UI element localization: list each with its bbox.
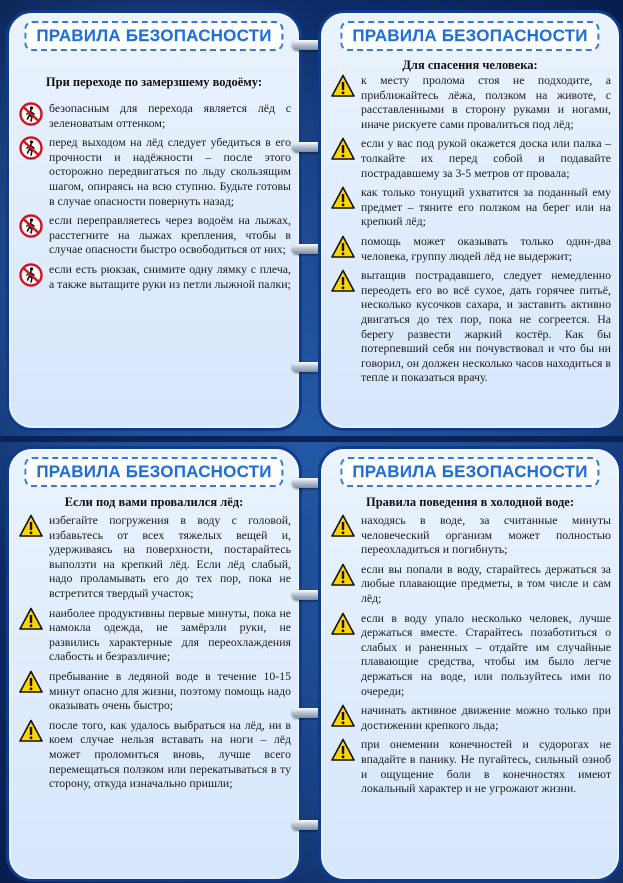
warning-icon <box>331 137 355 161</box>
rule-item <box>17 718 291 791</box>
panel-fell-through-ice <box>6 446 302 882</box>
rule-list <box>17 513 291 796</box>
warning-icon <box>331 704 355 728</box>
panel-subtitle: При переходе по замерзшему водоёму: <box>45 75 263 89</box>
rule-item <box>329 136 611 180</box>
rule-text: если есть рюкзак, снимите одну лямку с плеча, а также вытащите руки из петли лыжной палки; <box>49 261 291 291</box>
warning-icon <box>331 269 355 293</box>
panel-title: ПРАВИЛА БЕЗОПАСНОСТИ <box>340 21 599 51</box>
rule-item <box>17 606 291 664</box>
panel-rescue <box>318 10 622 431</box>
rule-text: при онемении конечностей и судорогах не впадайте в панику. Не пугайтесь, сильный озноб и ощущение боли в конечностях имеют локальный характер и не угрожают жизни. <box>361 737 611 796</box>
warning-icon <box>19 670 43 694</box>
rule-text: перед выходом на лёд следует убедиться в его прочности и надёжности – после этого осторожно передвигаться по льду скользящим шагом, опираясь на всю ступню. Будьте готовы в случае опасности повернуть назад; <box>49 135 291 208</box>
rule-item <box>17 262 291 291</box>
rule-text: находясь в воде, за считанные минуты человеческий организм может полностью переохладиться и погибнуть; <box>361 513 611 557</box>
rule-text: как только тонущий ухватится за поданный ему предмет – тяните его ползком на берег или на крепкий лёд; <box>361 185 611 229</box>
rule-item <box>17 669 291 713</box>
rule-item <box>329 73 611 131</box>
bottom-spread <box>0 440 623 883</box>
rule-item <box>329 737 611 795</box>
rule-item <box>17 135 291 208</box>
no-walking-icon <box>19 263 43 287</box>
rule-text: после того, как удалось выбраться на лёд, ни в коем случае нельзя вставать на ноги – лёд может проломиться вновь, лучше всего перемещаться ползком или перекатываться в ту сторону, откуда изначально пришли; <box>49 717 291 791</box>
rule-item <box>329 185 611 229</box>
rule-item <box>329 268 611 385</box>
warning-icon <box>331 74 355 98</box>
rule-item <box>17 513 291 601</box>
warning-icon <box>19 719 43 743</box>
rule-item <box>329 234 611 263</box>
rule-text: если в воду упало несколько человек, лучше держаться вместе. Старайтесь позаботиться о слабых и раненных – отдайте им случайные плавающие средства, чтобы им было легче держаться на воде, или пользуйтесь ими по очереди; <box>361 610 611 698</box>
warning-icon <box>331 738 355 762</box>
no-walking-icon <box>19 136 43 160</box>
warning-icon <box>331 563 355 587</box>
rule-text: к месту пролома стоя не подходите, а приближайтесь лёжа, ползком на животе, с расставленными в сторону руками и ногами, иначе рискуете сами провалиться под лёд; <box>361 73 611 131</box>
rule-item <box>17 213 291 257</box>
panel-title: ПРАВИЛА БЕЗОПАСНОСТИ <box>24 21 283 51</box>
no-walking-icon <box>19 102 43 126</box>
rule-item <box>329 703 611 732</box>
warning-icon <box>331 514 355 538</box>
rule-item <box>329 513 611 557</box>
rule-text: вытащив пострадавшего, следует немедленно переодеть его во всё сухое, дать горячее питьё, несколько кусочков сахара, и заставить активно двигаться до тех пор, пока не согреется. На берегу развести жаркий костёр. Как бы потерпевший себя ни почувствовал и что бы ни говорил, он должен несколько часов находиться в тепле и показаться врачу. <box>361 268 611 385</box>
no-walking-icon <box>19 214 43 238</box>
rule-list <box>17 101 291 296</box>
rule-text: если вы попали в воду, старайтесь держаться за любые плавающие предметы, в том числе и сам лёд; <box>361 561 611 605</box>
panel-cold-water <box>318 446 622 882</box>
rule-item <box>329 611 611 699</box>
panel-subtitle: Если под вами провалился лёд: <box>64 495 244 509</box>
rule-item <box>17 101 291 130</box>
rule-text: если у вас под рукой окажется доска или палка – толкайте их перед собой и подавайте пострадавшему за 3-5 метров от провала; <box>361 136 611 180</box>
rule-text: помощь может оказывать только один-два человека, группу людей лёд не выдержит; <box>361 233 611 263</box>
rule-text: наиболее продуктивны первые минуты, пока не намокла одежда, не замёрзли руки, не развились характерные для переохлаждения слабость и безразличие; <box>49 605 291 664</box>
panel-subtitle: Правила поведения в холодной воде: <box>365 495 575 509</box>
rule-list <box>329 73 611 390</box>
top-spread <box>0 0 623 438</box>
rule-list <box>329 513 611 801</box>
panel-title: ПРАВИЛА БЕЗОПАСНОСТИ <box>24 457 283 487</box>
warning-icon <box>331 186 355 210</box>
rule-text: пребывание в ледяной воде в течение 10-15 минут опасно для жизни, поэтому помощь надо оказывать очень быстро; <box>49 668 291 713</box>
rule-text: начинать активное движение можно только при достижении крепкого льда; <box>361 703 611 732</box>
rule-text: если переправляетесь через водоём на лыжах, расстегните на лыжах крепления, чтобы в случае опасности быстро освободиться от них; <box>49 213 291 257</box>
rule-text: безопасным для перехода является лёд с зеленоватым оттенком; <box>49 101 291 130</box>
warning-icon <box>19 607 43 631</box>
warning-icon <box>331 235 355 259</box>
panel-title: ПРАВИЛА БЕЗОПАСНОСТИ <box>340 457 599 487</box>
rule-item <box>329 562 611 606</box>
warning-icon <box>331 612 355 636</box>
panel-ice-crossing <box>6 10 302 431</box>
panel-subtitle: Для спасения человека: <box>402 58 538 72</box>
rule-text: избегайте погружения в воду с головой, избавьтесь от всех тяжелых вещей и, удерживаясь на поверхности, постарайтесь выползти на крепкий лёд. Если лёд слабый, надо проламывать его до тех пор, пока не встретится твердый участок; <box>49 513 291 600</box>
warning-icon <box>19 514 43 538</box>
